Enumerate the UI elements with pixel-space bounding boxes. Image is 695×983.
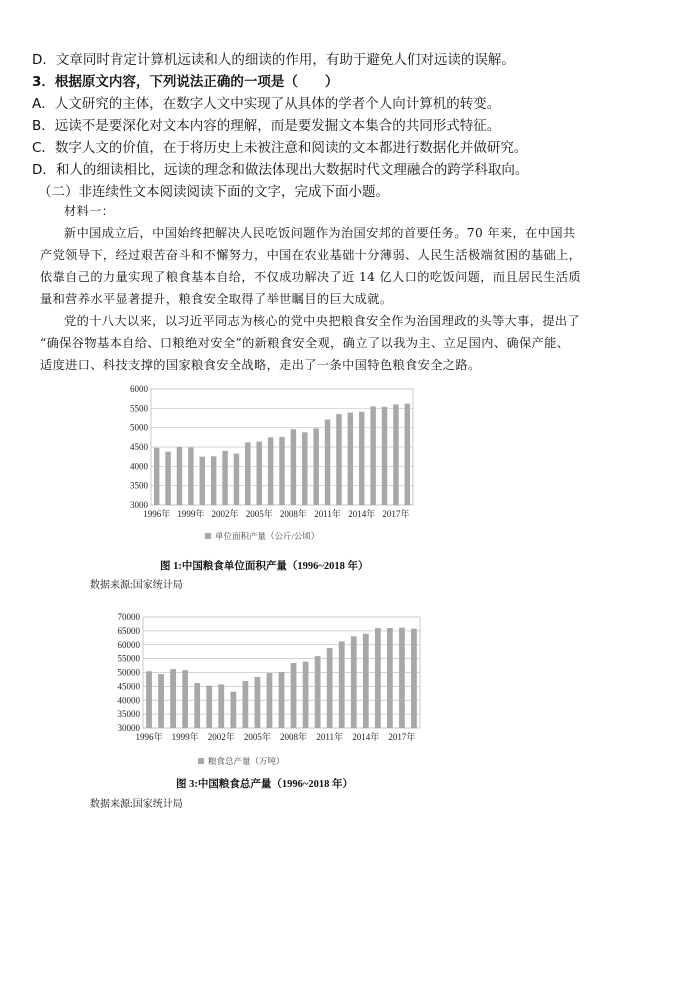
bar — [206, 686, 212, 728]
y-tick-label: 60000 — [117, 639, 140, 650]
question-3: 3．根据原文内容，下列说法正确的一项是（ ） — [32, 74, 339, 90]
x-tick-label: 1996年 — [135, 732, 163, 742]
y-tick-label: 3500 — [130, 480, 148, 491]
bar — [399, 628, 405, 728]
chart-total-output — [90, 608, 435, 773]
bar — [158, 674, 164, 728]
option-d: D．和人的细读相比，远读的理念和做法体现出大数据时代文理融合的跨学科取向。 — [32, 162, 529, 178]
x-tick-label: 2011年 — [314, 509, 341, 519]
bar — [230, 692, 236, 728]
bar — [291, 429, 296, 505]
y-tick-label: 3000 — [130, 500, 148, 510]
bar — [234, 454, 239, 505]
x-tick-label: 2017年 — [388, 732, 416, 742]
chart-1-caption: 图 1:中国粮食单位面积产量（1996~2018 年） — [160, 561, 369, 572]
bar — [279, 437, 284, 505]
paragraph-1-line-1: 新中国成立后，中国始终把解决人民吃饭问题作为治国安邦的首要任务。70 年来，在中国共 — [64, 226, 576, 240]
option-b: B．远读不是要深化对文本内容的理解，而是要发掘文本集合的共同形式特征。 — [32, 118, 501, 134]
x-tick-label: 1996年 — [143, 509, 171, 519]
y-tick-label: 5000 — [130, 422, 148, 433]
bar — [177, 447, 182, 505]
y-tick-label: 45000 — [117, 681, 140, 692]
chart-1-source: 数据来源:国家统计局 — [90, 580, 183, 591]
chart-yield-per-area — [95, 380, 435, 550]
bar — [405, 404, 410, 505]
y-tick-label: 5500 — [130, 403, 148, 414]
bar — [325, 420, 330, 505]
chart-2-source: 数据来源:国家统计局 — [90, 799, 183, 810]
section-heading: （二）非连续性文本阅读阅读下面的文字，完成下面小题。 — [38, 184, 389, 200]
x-tick-label: 2011年 — [316, 732, 344, 742]
y-tick-label: 4000 — [130, 461, 148, 472]
bar — [194, 683, 200, 728]
bar — [279, 672, 285, 728]
x-tick-label: 1999年 — [171, 732, 199, 742]
bar — [375, 628, 381, 728]
y-tick-label: 50000 — [117, 667, 140, 678]
bar — [242, 681, 248, 728]
bar — [267, 673, 273, 728]
bar — [411, 629, 417, 728]
x-tick-label: 2002年 — [211, 509, 239, 519]
bar — [339, 641, 345, 728]
material-title: 材料一： — [64, 204, 115, 218]
paragraph-2-line-3: 适度进口、科技支撑的国家粮食安全战略，走出了一条中国特色粮食安全之路。 — [40, 358, 481, 372]
option-c: C．数字人文的价值，在于将历史上未被注意和阅读的文本都进行数据化并做研究。 — [32, 140, 528, 156]
y-tick-label: 65000 — [117, 625, 140, 636]
bar — [218, 684, 224, 728]
x-tick-label: 2002年 — [207, 732, 235, 742]
x-tick-label: 2017年 — [382, 509, 410, 519]
y-tick-label: 40000 — [117, 695, 140, 706]
x-tick-label: 2005年 — [245, 509, 273, 519]
paragraph-1-line-2: 产党领导下，经过艰苦奋斗和不懈努力，中国在农业基础十分薄弱、人民生活极端贫困的基础上， — [40, 248, 582, 262]
bar — [255, 677, 261, 728]
bar — [359, 412, 364, 505]
paragraph-1-line-3: 依靠自己的力量实现了粮食基本自给，不仅成功解决了近 14 亿人口的吃饭问题，而且居民生活质 — [40, 270, 581, 284]
legend-label: 单位面积产量（公斤/公顷） — [215, 531, 320, 541]
legend-swatch — [198, 758, 204, 764]
bar — [245, 442, 250, 505]
bar — [313, 428, 318, 505]
bar — [200, 457, 205, 505]
option-a: A．人文研究的主体，在数字人文中实现了从具体的学者个人向计算机的转变。 — [32, 96, 501, 112]
paragraph-2-line-2: “确保谷物基本自给、口粮绝对安全”的新粮食安全观，确立了以我为主、立足国内、确保产能、 — [40, 336, 570, 350]
bar — [222, 451, 227, 505]
chart-2-caption: 图 3:中国粮食总产量（1996~2018 年） — [176, 779, 353, 790]
bar — [370, 406, 375, 505]
bar — [336, 414, 341, 505]
y-tick-label: 30000 — [117, 723, 140, 733]
x-tick-label: 2005年 — [243, 732, 271, 742]
bar — [182, 670, 188, 728]
bar — [165, 452, 170, 505]
bar — [348, 413, 353, 505]
y-tick-label: 6000 — [130, 384, 148, 394]
bar — [387, 628, 393, 728]
x-tick-label: 2008年 — [280, 732, 308, 742]
x-tick-label: 2014年 — [348, 509, 376, 519]
bar — [154, 448, 159, 505]
paragraph-1-line-4: 量和营养水平显著提升，粮食安全取得了举世瞩目的巨大成就。 — [40, 292, 393, 306]
bar — [256, 442, 261, 505]
y-tick-label: 70000 — [117, 612, 140, 622]
bar — [327, 648, 333, 728]
y-tick-label: 35000 — [117, 709, 140, 720]
bar — [188, 447, 193, 505]
legend-label: 粮食总产量（万吨） — [208, 756, 285, 766]
bar — [363, 634, 369, 728]
paragraph-2-line-1: 党的十八大以来，以习近平同志为核心的党中央把粮食安全作为治国理政的头等大事，提出了 — [64, 314, 581, 328]
bar — [315, 656, 321, 728]
bar — [382, 407, 387, 505]
bar — [351, 636, 357, 728]
bar — [303, 662, 309, 728]
bar — [302, 432, 307, 505]
x-tick-label: 2014年 — [352, 732, 380, 742]
legend-swatch — [205, 533, 211, 539]
bar — [268, 437, 273, 505]
x-tick-label: 2008年 — [279, 509, 307, 519]
y-tick-label: 55000 — [117, 653, 140, 664]
option-d-prev: D．文章同时肯定计算机远读和人的细读的作用，有助于避免人们对远读的误解。 — [32, 52, 515, 68]
bar — [170, 669, 176, 728]
bar — [146, 671, 152, 728]
bar — [393, 404, 398, 505]
x-tick-label: 1999年 — [177, 509, 205, 519]
bar — [211, 456, 216, 505]
bar — [291, 663, 297, 728]
y-tick-label: 4500 — [130, 442, 148, 452]
